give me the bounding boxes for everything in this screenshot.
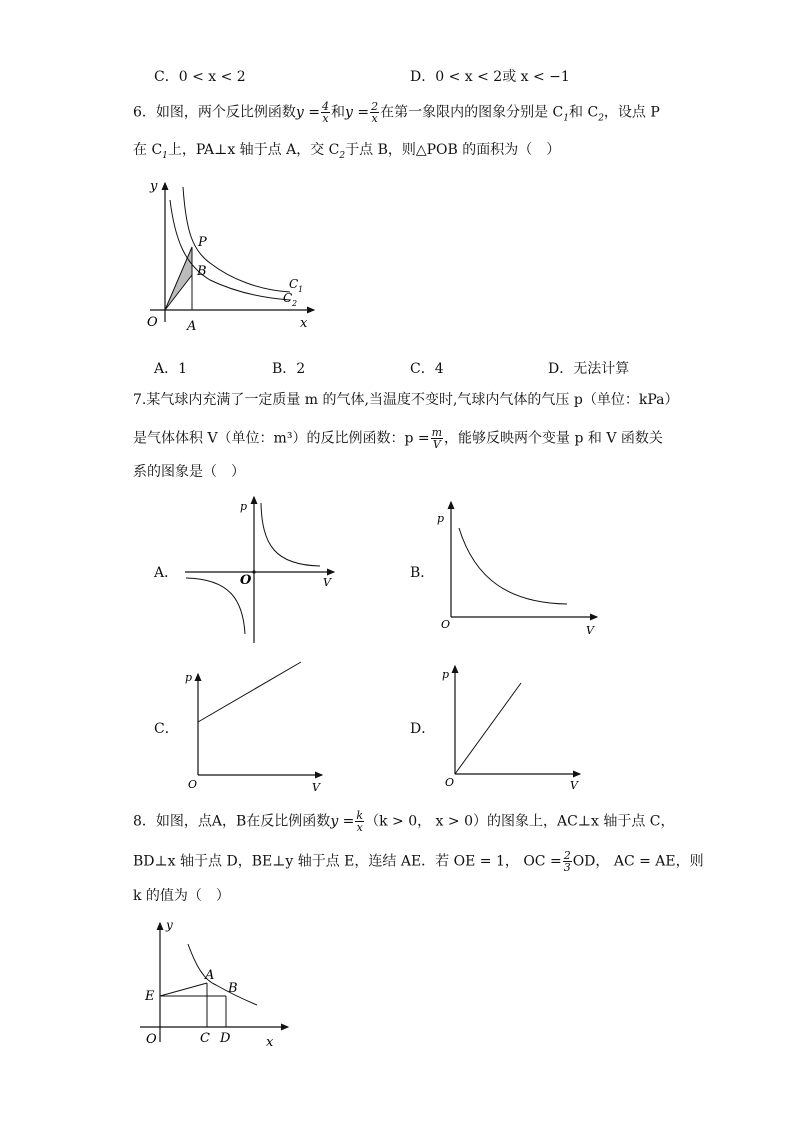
q8-line1-a: 8．如图，点A，B在反比例函数 [133, 813, 331, 830]
q7a-origin-dot [252, 570, 255, 573]
q7-line2-b: ，能够反映两个变量 p 和 V 函数关 [444, 430, 663, 447]
q7d-label-p: p [442, 668, 450, 681]
q6-prefix: 6．如图，两个反比例函数 [133, 104, 296, 121]
q7a-label-p: p [240, 500, 248, 513]
q6-and: 和 [331, 104, 346, 121]
q6-f1-fraction [321, 101, 330, 124]
q7a-curve-upper [261, 503, 320, 566]
q8-label-x: x [266, 1035, 274, 1050]
q8-num-2: 2 [563, 849, 571, 862]
q8-label-o: O [146, 1032, 157, 1047]
q6-triangle-pob [165, 247, 192, 310]
q8-label-a: A [205, 968, 215, 983]
q7b-label-p: p [437, 512, 445, 525]
q6-label-b: B [197, 264, 207, 279]
q6-f1-num: 4 [322, 100, 330, 113]
q6-label-o: O [147, 315, 158, 330]
q8-line1 [133, 810, 674, 833]
q6-f2-fraction [370, 101, 379, 124]
q7-num: m [431, 426, 443, 439]
q7a-label-o: O [240, 573, 252, 588]
q6-f2-num: 2 [371, 100, 379, 113]
q6-f2-den: x [371, 112, 378, 125]
q6-f1-lhs: y = [295, 104, 321, 121]
q8-line2 [133, 850, 704, 873]
q7d-label-o: O [445, 776, 455, 789]
q8-line2-a: BD⊥x 轴于点 D，BE⊥y 轴于点 E，连结 AE．若 OE = 1， OC = [133, 853, 562, 870]
q6-rest1: 在第一象限内的图象分别是 C [380, 104, 564, 121]
q7-line2 [133, 427, 663, 450]
q7c-label-v: V [312, 781, 320, 794]
q7d-label-v: V [570, 779, 578, 792]
q7-line2-a: 是气体体积 V（单位：m³）的反比例函数：p = [133, 430, 430, 447]
q8-label-b: B [228, 981, 238, 996]
q8-label-d: D [220, 1031, 231, 1046]
q7c-label-o: O [188, 778, 198, 791]
q6-curve-c2 [170, 200, 290, 300]
q6-line2-b: 上，PA⊥x 轴于点 A，交 C [167, 142, 340, 158]
option-d-prev: D．0 < x < 2或 x < −1 [410, 69, 570, 85]
q8-line1-b: （k > 0， x > 0）的图象上，AC⊥x 轴于点 C， [365, 813, 675, 830]
q8-label-y: y [166, 918, 173, 932]
q6-and2: 和 C [569, 104, 599, 121]
q6-line2-sub2: 2 [339, 150, 346, 161]
q8-label-e: E [145, 989, 155, 1004]
q6-label-a: A [187, 319, 197, 334]
q8-fraction-23 [563, 850, 572, 873]
q6-label-c2: C [283, 291, 293, 305]
q8-den-3: 3 [563, 861, 571, 874]
q8-fraction-k [355, 810, 364, 833]
q7-option-d-label: D． [410, 721, 436, 737]
q8-lhs: y = [330, 813, 355, 830]
q7-option-c-label: C． [154, 721, 179, 737]
q6-option-a: A．1 [154, 361, 188, 377]
q7c-line [198, 662, 301, 722]
q6-f2-lhs: y = [345, 104, 370, 121]
q6-c2-sub: 2 [598, 113, 604, 124]
q7c-label-p: p [185, 671, 193, 684]
q7-option-b-label: B． [410, 565, 435, 581]
q6-label-y: y [150, 179, 158, 194]
q7-line1: 7.某气球内充满了一定质量 m 的气体,当温度不变时,气球内气体的气压 p（单位：kPa） [133, 392, 679, 408]
q6-line2 [133, 140, 560, 166]
q6-line2-a: 在 C [133, 142, 163, 158]
q6-option-b: B．2 [272, 361, 306, 377]
option-c-prev: C．0 < x < 2 [154, 69, 246, 85]
q8-den-x: x [356, 821, 363, 834]
q6-rest1b: ，设点 P [603, 104, 660, 121]
q6-curve-c1 [183, 187, 290, 292]
q6-label-p: P [198, 235, 207, 250]
q6-option-d: D．无法计算 [548, 361, 630, 377]
q7b-label-o: O [441, 618, 451, 631]
q6-label-x: x [300, 316, 308, 331]
q7-den: V [432, 438, 441, 451]
q6-label-c1-sub: 1 [298, 285, 304, 294]
q8-curve [188, 944, 257, 1005]
q8-line-ae [160, 983, 207, 996]
q7b-label-v: V [586, 624, 594, 637]
q6-label-c1: C [289, 277, 299, 291]
q6-option-c: C．4 [410, 361, 444, 377]
q7d-line [455, 683, 521, 774]
q7-line3: 系的图象是（ ） [133, 464, 245, 480]
q8-label-c: C [200, 1031, 210, 1046]
q6-label-c2-sub: 2 [292, 299, 298, 308]
q7a-curve-lower [186, 578, 245, 634]
q7-fraction [431, 427, 443, 450]
q6-line1 [133, 101, 660, 128]
q6-c1-sub: 1 [563, 113, 570, 124]
q6-line2-c: 于点 B，则△POB 的面积为（ ） [345, 142, 561, 158]
q8-line2-b: OD， AC = AE，则 [572, 853, 704, 870]
q7a-label-v: V [323, 576, 331, 589]
q8-num-k: k [356, 809, 364, 822]
q6-line2-sub1: 1 [162, 150, 168, 161]
q7-option-a-label: A． [154, 565, 179, 581]
q6-f1-den: x [322, 112, 329, 125]
q8-line3: k 的值为（ ） [133, 888, 230, 904]
q7b-curve [459, 528, 567, 604]
